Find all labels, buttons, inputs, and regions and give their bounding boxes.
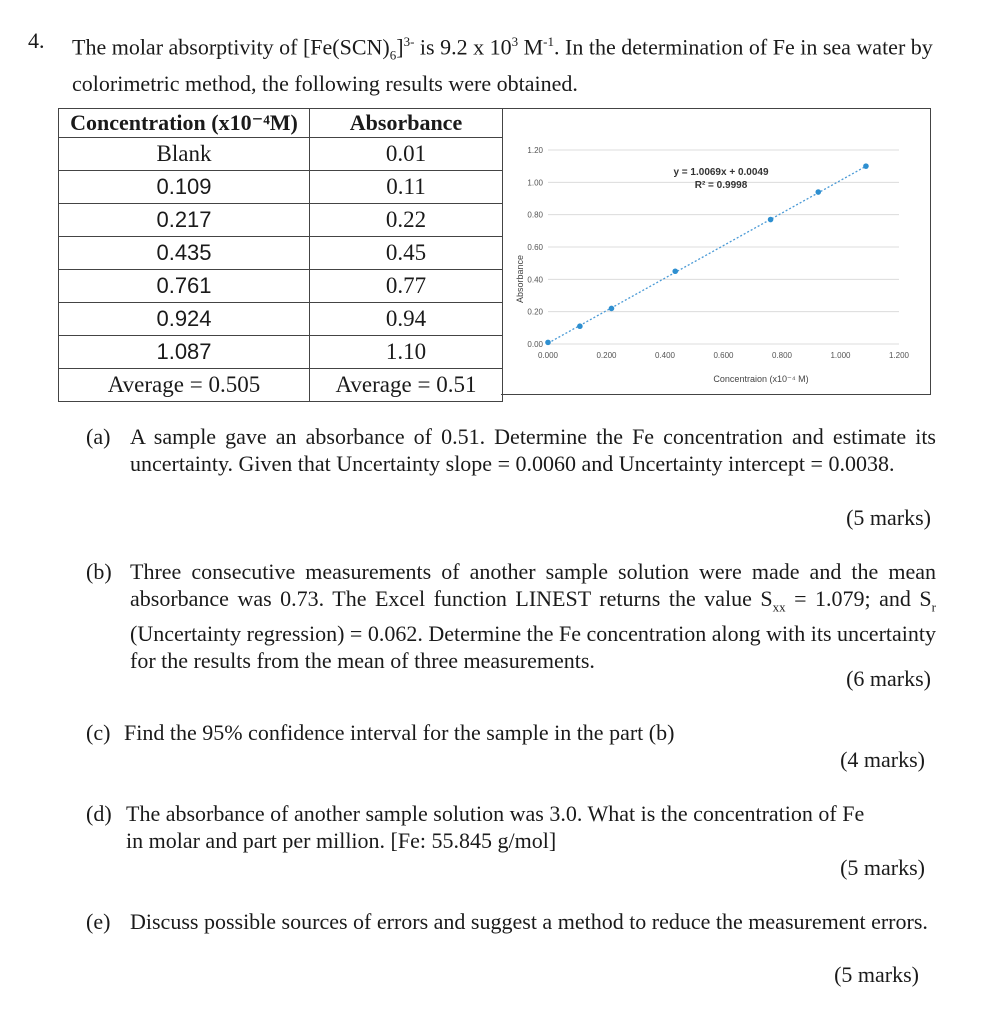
x-tick-label: 0.400 bbox=[654, 351, 676, 360]
data-point bbox=[609, 306, 615, 312]
x-tick-label: 0.200 bbox=[596, 351, 617, 360]
table-cell: Average = 0.51 bbox=[310, 369, 503, 402]
y-axis-label: Absorbance bbox=[515, 254, 525, 304]
x-axis-label: Concentraion (x10⁻⁴ M) bbox=[713, 374, 809, 384]
marks: (5 marks) bbox=[834, 962, 919, 987]
table-cell: 0.11 bbox=[310, 171, 503, 204]
table-header-row bbox=[59, 109, 503, 138]
part-d bbox=[86, 800, 938, 860]
calibration-chart-svg bbox=[501, 109, 931, 396]
part-text: A sample gave an absorbance of 0.51. Determine the Fe concentration and estimate its uncertainty. Given that Uncertainty slope = 0.0060 and Uncertainty intercept = 0.0038. bbox=[130, 424, 936, 476]
table-row bbox=[59, 204, 503, 237]
part-text: Discuss possible sources of errors and suggest a method to reduce the measurement errors. bbox=[130, 909, 928, 934]
part-c bbox=[86, 719, 938, 749]
x-tick-label: 1.200 bbox=[888, 351, 910, 360]
table-cell: 0.924 bbox=[59, 303, 310, 336]
y-tick-label: 0.00 bbox=[527, 340, 543, 349]
marks: (6 marks) bbox=[846, 666, 931, 691]
part-text: Three consecutive measurements of another sample solution were made and the mean absorbance was 0.73. The Excel function LINEST returns the value $S_{xx} = 1.079$; and $S_r$ (Uncertainty regression) = 0.062. Determine the Fe concentration along with its uncertainty for the results from the mean of three measurements. bbox=[130, 559, 936, 674]
question-number: 4. bbox=[28, 28, 45, 53]
table-cell: 0.77 bbox=[310, 270, 503, 303]
table-cell: 0.435 bbox=[59, 237, 310, 270]
table-cell: Average = 0.505 bbox=[59, 369, 310, 402]
table-cell: 0.22 bbox=[310, 204, 503, 237]
part-text: Find the 95% confidence interval for the sample in the part (b) bbox=[124, 720, 675, 745]
marks: (5 marks) bbox=[840, 855, 925, 880]
part-label: (d) bbox=[86, 801, 112, 826]
calibration-chart bbox=[501, 108, 931, 395]
part-label: (b) bbox=[86, 559, 112, 584]
data-point bbox=[768, 217, 774, 223]
table-row bbox=[59, 336, 503, 369]
results-table bbox=[58, 108, 503, 402]
data-point bbox=[545, 340, 551, 346]
marks: (4 marks) bbox=[840, 747, 925, 772]
table-row bbox=[59, 237, 503, 270]
table-row bbox=[59, 270, 503, 303]
table-row bbox=[59, 171, 503, 204]
y-tick-label: 0.40 bbox=[527, 275, 543, 285]
table-cell: Blank bbox=[59, 138, 310, 171]
table-cell: 1.087 bbox=[59, 336, 310, 369]
data-point bbox=[577, 323, 583, 329]
part-b bbox=[86, 558, 938, 674]
x-tick-label: 0.800 bbox=[771, 351, 793, 360]
trendline-equation: y = 1.0069x + 0.0049 bbox=[673, 167, 769, 178]
part-label: (a) bbox=[86, 424, 111, 449]
table-cell: 0.01 bbox=[310, 138, 503, 171]
part-label: (e) bbox=[86, 909, 111, 934]
part-a bbox=[86, 423, 938, 483]
data-point bbox=[815, 189, 821, 195]
table-cell: 0.109 bbox=[59, 171, 310, 204]
y-tick-label: 0.20 bbox=[527, 307, 543, 317]
table-row bbox=[59, 369, 503, 402]
data-point bbox=[863, 163, 869, 169]
y-tick-label: 1.20 bbox=[527, 146, 543, 155]
header-concentration: Concentration (x10⁻⁴M) bbox=[59, 109, 310, 138]
y-tick-label: 0.80 bbox=[527, 210, 543, 220]
y-tick-label: 0.60 bbox=[527, 243, 543, 252]
question-text: The molar absorptivity of $[Fe(SCN)_6]^{3-}$ is 9.2 x $10^3$ $M^{-1}$. In the determination of Fe in sea water by colorimetric method, the following results were obtained. bbox=[72, 34, 933, 96]
marks: (5 marks) bbox=[846, 505, 931, 530]
table-cell: 0.45 bbox=[310, 237, 503, 270]
x-tick-label: 0.000 bbox=[537, 351, 559, 360]
part-label: (c) bbox=[86, 720, 111, 745]
table-row bbox=[59, 303, 503, 336]
table-cell: 1.10 bbox=[310, 336, 503, 369]
x-tick-label: 0.600 bbox=[713, 351, 734, 360]
y-tick-label: 1.00 bbox=[527, 178, 543, 188]
table-cell: 0.761 bbox=[59, 270, 310, 303]
header-absorbance: Absorbance bbox=[310, 109, 503, 138]
part-text: The absorbance of another sample solution was 3.0. What is the concentration of Fe in molar and part per million. [Fe: 55.845 g/mol] bbox=[126, 801, 865, 853]
r-squared: R² = 0.9998 bbox=[694, 180, 748, 191]
table-cell: 0.217 bbox=[59, 204, 310, 237]
table-cell: 0.94 bbox=[310, 303, 503, 336]
data-point bbox=[672, 268, 678, 274]
part-e bbox=[86, 908, 938, 968]
table-row bbox=[59, 138, 503, 171]
x-tick-label: 1.000 bbox=[830, 351, 851, 360]
